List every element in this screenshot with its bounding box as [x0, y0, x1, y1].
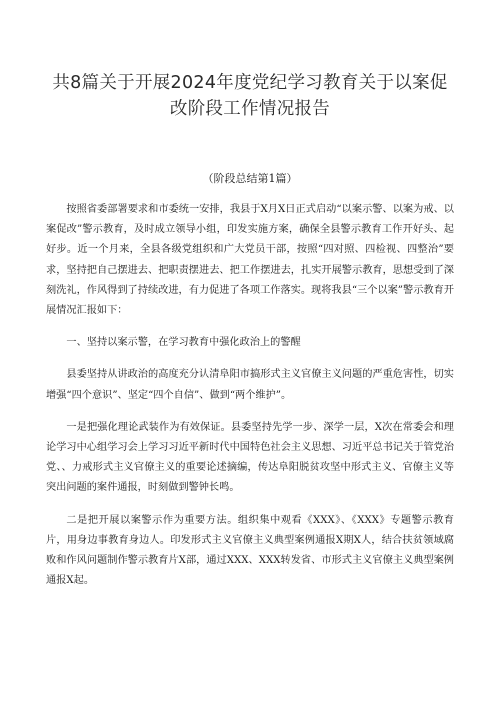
paragraph-intro: 按照省委部署要求和市委统一安排，我县于X月X日正式启动“以案示警、以案为戒、以案促改”警示教育，及时成立领导小组，印发实施方案，确保全县警示教育工作开好头、起好步。近一个月来，全县各级党组织和广大党员干部，按照“四对照、四检视、四整治”要求，坚持把自己摆进去、把职责摆进去、把工作摆进去，扎实开展警示教育，思想受到了深刻洗礼，作风得到了持续改进，有力促进了各项工作落实。现将我县“三个以案”警示教育开展情况汇报如下：: [46, 204, 454, 317]
document-subtitle: （阶段总结第1篇）: [202, 172, 298, 185]
section-heading-1: 一、坚持以案示警，在学习教育中强化政治上的警醒: [66, 337, 301, 349]
paragraph-point-2: 二是把开展以案警示作为重要方法。组织集中观看《XXX》、《XXX》专题警示教育片，用身边事教育身边人。印发形式主义官僚主义典型案例通报X期X人，结合扶贫领域腐败和作风问题制作警示教育片X部，通过XXX、XXX转发省、市形式主义官僚主义典型案例通报X起。: [46, 514, 454, 587]
document-title: 共8篇关于开展2024年度党纪学习教育关于以案促改阶段工作情况报告: [52, 73, 448, 119]
paragraph-section-1-summary: 县委坚持从讲政治的高度充分认清阜阳市搞形式主义官僚主义问题的严重危害性，切实增强“四个意识”、坚定“四个自信”、做到“两个维护”。: [46, 369, 454, 401]
paragraph-point-1: 一是把强化理论武装作为有效保证。县委坚持先学一步、深学一层，X次在常委会和理论学习中心组学习会上学习习近平新时代中国特色社会主义思想、习近平总书记关于管党治党、、力戒形式主义官僚主义的重要论述摘编，传达阜阳脱贫攻坚中形式主义、官僚主义等突出问题的案件通报，时刻做到警钟长鸣。: [46, 421, 454, 494]
